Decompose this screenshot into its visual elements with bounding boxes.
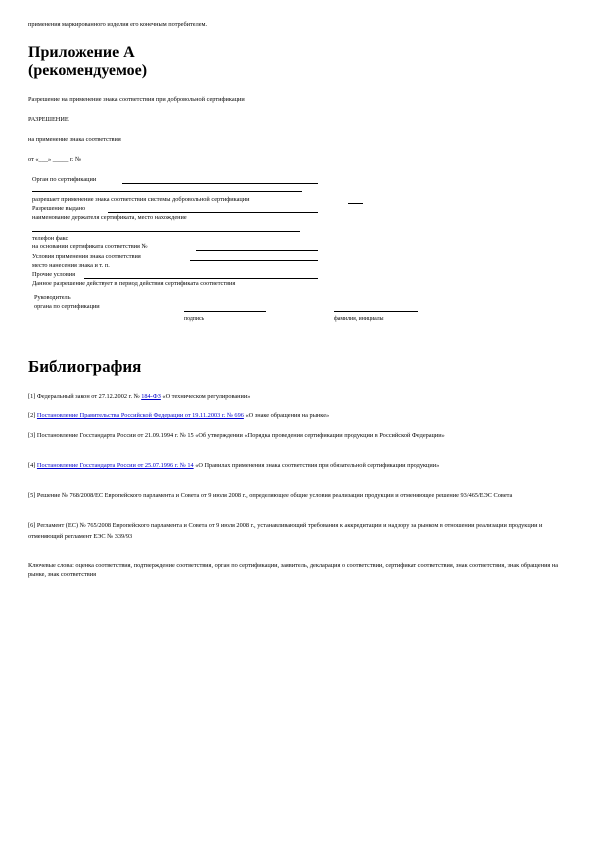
form-underline [32,231,300,232]
form-line-certification-body: Орган по сертификации [32,176,97,183]
appendix-subtitle-recommended: (рекомендуемое) [28,62,148,79]
form-line-head-body: органа по сертификации [34,303,100,310]
form-underline [190,260,318,261]
form-underline [84,278,318,279]
name-line [334,311,418,312]
signature-label: подпись [184,316,205,322]
form-line-other-conditions: Прочие условия [32,271,76,278]
bibliography-link[interactable]: 184-ФЗ [141,393,161,400]
name-initials-label: фамилия, инициалы [334,316,384,322]
form-line-phone-fax: телефон факс [32,235,69,242]
form-line-mark-placement: место нанесения знака и т. п. [32,262,110,269]
form-line-validity: Данное разрешение действует в период действия сертификата соответствия [32,280,236,287]
bibliography-link[interactable]: Постановление Госстандарта России от 25.07.1996 г. № 14 [36,462,194,469]
bibliography-item: [6] Регламент (ЕС) № 765/2008 Европейского парламента и Совета от 9 июля 2008 г., устанавливающий требования к аккредитации и надзору за рынком в отношении реализации продукции и отменяющий регламент ЕЭС № 339/93 [28,522,543,540]
bibliography-item: [5] Решение № 768/2008/ЕС Европейского парламента и Совета от 9 июля 2008 г., определяющее общие условия реализации продукции и отменяющее решение 93/465/ЕЭС Совета [28,492,513,499]
signature-line [184,311,266,312]
form-line-permit-issued: Разрешение выдано [32,205,86,212]
appendix-description: Разрешение на применение знака соответствия при добровольной сертификации [28,96,245,103]
permit-subheading: на применение знака соответствия [28,136,121,143]
bibliography-item: [2] Постановление Правительства Российской Федерации от 19.11.2003 г. № 696 «О знаке обращения на рынке» [28,412,330,419]
bibliography-item: [4] Постановление Госстандарта России от 25.07.1996 г. № 14 «О Правилах применения знака соответствия при обязательной сертификации продукции» [28,462,440,469]
form-line-certificate-basis: на основании сертификата соответствия № [32,243,148,250]
keywords: Ключевые слова: оценка соответствия, подтверждение соответствия, орган по сертификации, заявитель, декларация о соответствии, сертификат соответствия, знак соответствия, знак обращения на рынке, знак соответствия [28,562,559,578]
bibliography-item: [1] Федеральный закон от 27.12.2002 г. № 184-ФЗ «О техническом регулировании» [28,393,251,400]
form-underline [122,183,318,184]
form-line-permits-use: разрешает применение знака соответствия системы добровольной сертификации [32,196,250,203]
bibliography-title: Библиография [28,357,142,376]
form-underline [108,212,318,213]
form-underline [196,250,318,251]
continuation-text: применения маркированного изделия его конечным потребителем. [28,21,208,28]
form-line-holder-name: наименование держателя сертификата, место нахождение [32,214,187,221]
bibliography-item: [3] Постановление Госстандарта России от 21.09.1994 г. № 15 «Об утверждении «Порядка проведения сертификации продукции в Российской Федерации» [28,432,445,439]
permit-heading: РАЗРЕШЕНИЕ [28,116,69,123]
form-line-head: Руководитель [34,294,71,301]
bibliography-link[interactable]: Постановление Правительства Российской Федерации от 19.11.2003 г. № 696 [36,412,244,419]
appendix-title: Приложение А [28,44,135,61]
form-line-usage-conditions: Условия применения знака соответствия [32,253,141,260]
form-underline [348,203,363,204]
form-underline [32,191,302,192]
permit-date-number: от «___» _____ г. № [28,156,82,163]
